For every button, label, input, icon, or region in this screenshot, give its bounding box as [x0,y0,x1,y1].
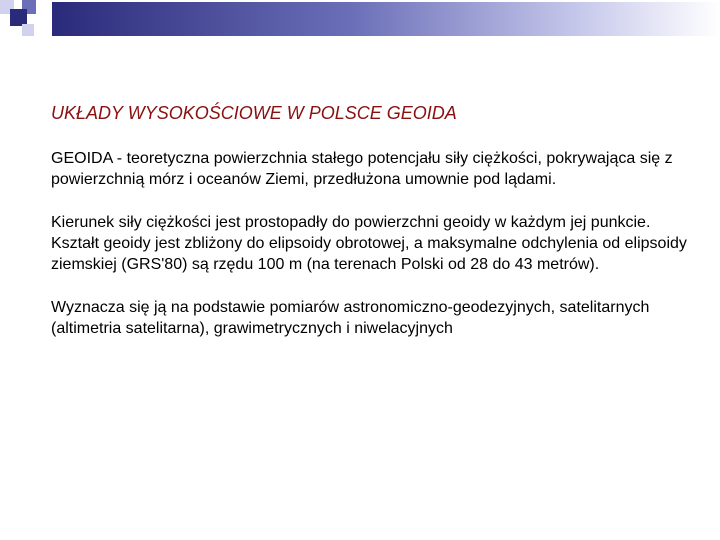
top-gradient-bar [52,2,720,36]
slide-body [51,148,691,361]
gravity-direction-paragraph: Kierunek siły ciężkości jest prostopadły do powierzchni geoidy w każdym jej punkcie. Kształt geoidy jest zbliżony do elipsoidy obrotowej, a maksymalne odchylenia od elipsoidy ziemskiej (GRS'80) są rzędu 100 m (na terenach Polski od 28 do 43 metrów). [51,214,687,273]
determination-methods-paragraph: Wyznacza się ją na podstawie pomiarów astronomiczno-geodezyjnych, satelitarnych (altimetria satelitarna), grawimetrycznych i niwelacyjnych [51,299,650,337]
corner-squares-decoration [0,0,48,46]
decor-square-light-small [22,24,34,36]
slide-title: UKŁADY WYSOKOŚCIOWE W POLSCE GEOIDA [51,103,457,123]
geoid-definition-paragraph: GEOIDA - teoretyczna powierzchnia stałego potencjału siły ciężkości, pokrywająca się z powierzchnią mórz i oceanów Ziemi, przedłużona umownie pod lądami. [51,150,673,188]
decor-square-navy [10,9,27,26]
